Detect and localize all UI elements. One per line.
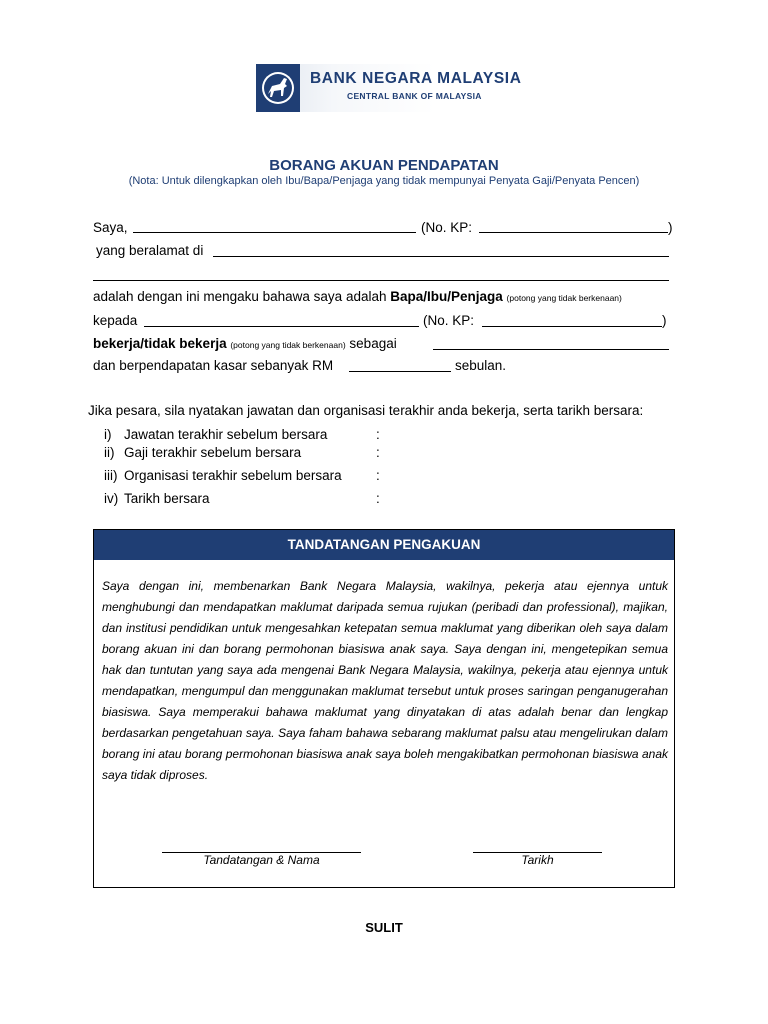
date-label: Tarikh [521,853,554,867]
item-number: iv) [104,491,119,506]
close-paren-2: ) [662,313,667,328]
item-colon: : [376,445,380,460]
income-label: dan berpendapatan kasar sebanyak RM [93,358,334,373]
form-title: BORANG AKUAN PENDAPATAN [269,157,499,174]
retiree-item-tarikh [104,491,210,506]
relation-options[interactable]: Bapa/Ibu/Penjaga [390,289,503,304]
strike-note-1: (potong yang tidak berkenaan) [506,293,622,303]
address-field-2[interactable] [93,280,669,281]
employment-options[interactable]: bekerja/tidak bekerja [93,336,227,351]
ic-number-field[interactable] [479,232,668,233]
declaration-statement [93,289,622,304]
item-label: Organisasi terakhir sebelum bersara [124,468,342,483]
address-label: yang beralamat di [96,243,204,258]
no-kp-label: (No. KP: [421,220,473,235]
occupation-field[interactable] [433,349,669,350]
declaration-box [93,529,675,888]
retiree-intro: Jika pesara, sila nyatakan jawatan dan organisasi terakhir anda bekerja, serta tarikh bersara: [88,403,644,418]
bank-subtitle: CENTRAL BANK OF MALAYSIA [347,91,482,101]
declaration-heading: TANDATANGAN PENGAKUAN [94,530,674,560]
child-name-field[interactable] [144,326,419,327]
item-number: i) [104,427,112,442]
item-label: Tarikh bersara [124,491,210,506]
item-number: iii) [104,468,118,483]
employment-statement [93,336,397,351]
item-colon: : [376,468,380,483]
kepada-label: kepada [93,313,138,328]
item-colon: : [376,491,380,506]
bnm-deer-emblem-icon [256,64,300,112]
retiree-item-gaji [104,445,301,460]
bank-logo [256,64,522,112]
item-label: Jawatan terakhir sebelum bersara [124,427,328,442]
signature-label: Tandatangan & Nama [203,853,320,867]
sebulan-label: sebulan. [455,358,507,373]
no-kp-label-2: (No. KP: [423,313,475,328]
form-note: (Nota: Untuk dilengkapkan oleh Ibu/Bapa/Penjaga yang tidak mempunyai Penyata Gaji/Penyata Pencen) [128,175,640,187]
retiree-item-jawatan [104,427,327,442]
saya-label: Saya, [93,220,128,235]
child-ic-field[interactable] [482,326,662,327]
mengaku-text: adalah dengan ini mengaku bahawa saya adalah [93,289,387,304]
item-label: Gaji terakhir sebelum bersara [124,445,302,460]
close-paren: ) [668,220,673,235]
strike-note-2: (potong yang tidak berkenaan) [230,340,346,350]
item-colon: : [376,427,380,442]
bank-name: BANK NEGARA MALAYSIA [310,70,522,87]
name-field[interactable] [133,232,416,233]
address-field-1[interactable] [213,256,669,257]
income-amount-field[interactable] [349,371,451,372]
declaration-text: Saya dengan ini, membenarkan Bank Negara Malaysia, wakilnya, pekerja atau ejennya untuk menghubungi dan mendapatkan maklumat daripada semua rujukan (peribadi dan professional), majikan, dan institusi pendidikan untuk mengesahkan ketepatan semua maklumat yang diberikan oleh saya dalam borang akuan ini dan borang permohonan biasiswa anak saya. Saya dengan ini, mengetepikan semua hak dan tuntutan yang saya ada mengenai Bank Negara Malaysia, wakilnya, pekerja atau ejennya untuk mendapatkan, mengumpul dan menggunakan maklumat tersebut untuk proses saringan penganugerahan biasiswa. Saya memperakui bahawa maklumat yang dinyatakan di atas adalah benar dan lengkap berdasarkan pengetahuan saya. Saya faham bahawa sebarang maklumat palsu atau mengelirukan dalam borang ini atau borang permohonan biasiswa anak saya boleh mengakibatkan permohonan biasiswa anak saya tidak diproses. [102,579,668,782]
sebagai-label: sebagai [349,336,397,351]
item-number: ii) [104,445,115,460]
classification-label: SULIT [365,920,403,935]
retiree-item-organisasi [104,468,342,483]
